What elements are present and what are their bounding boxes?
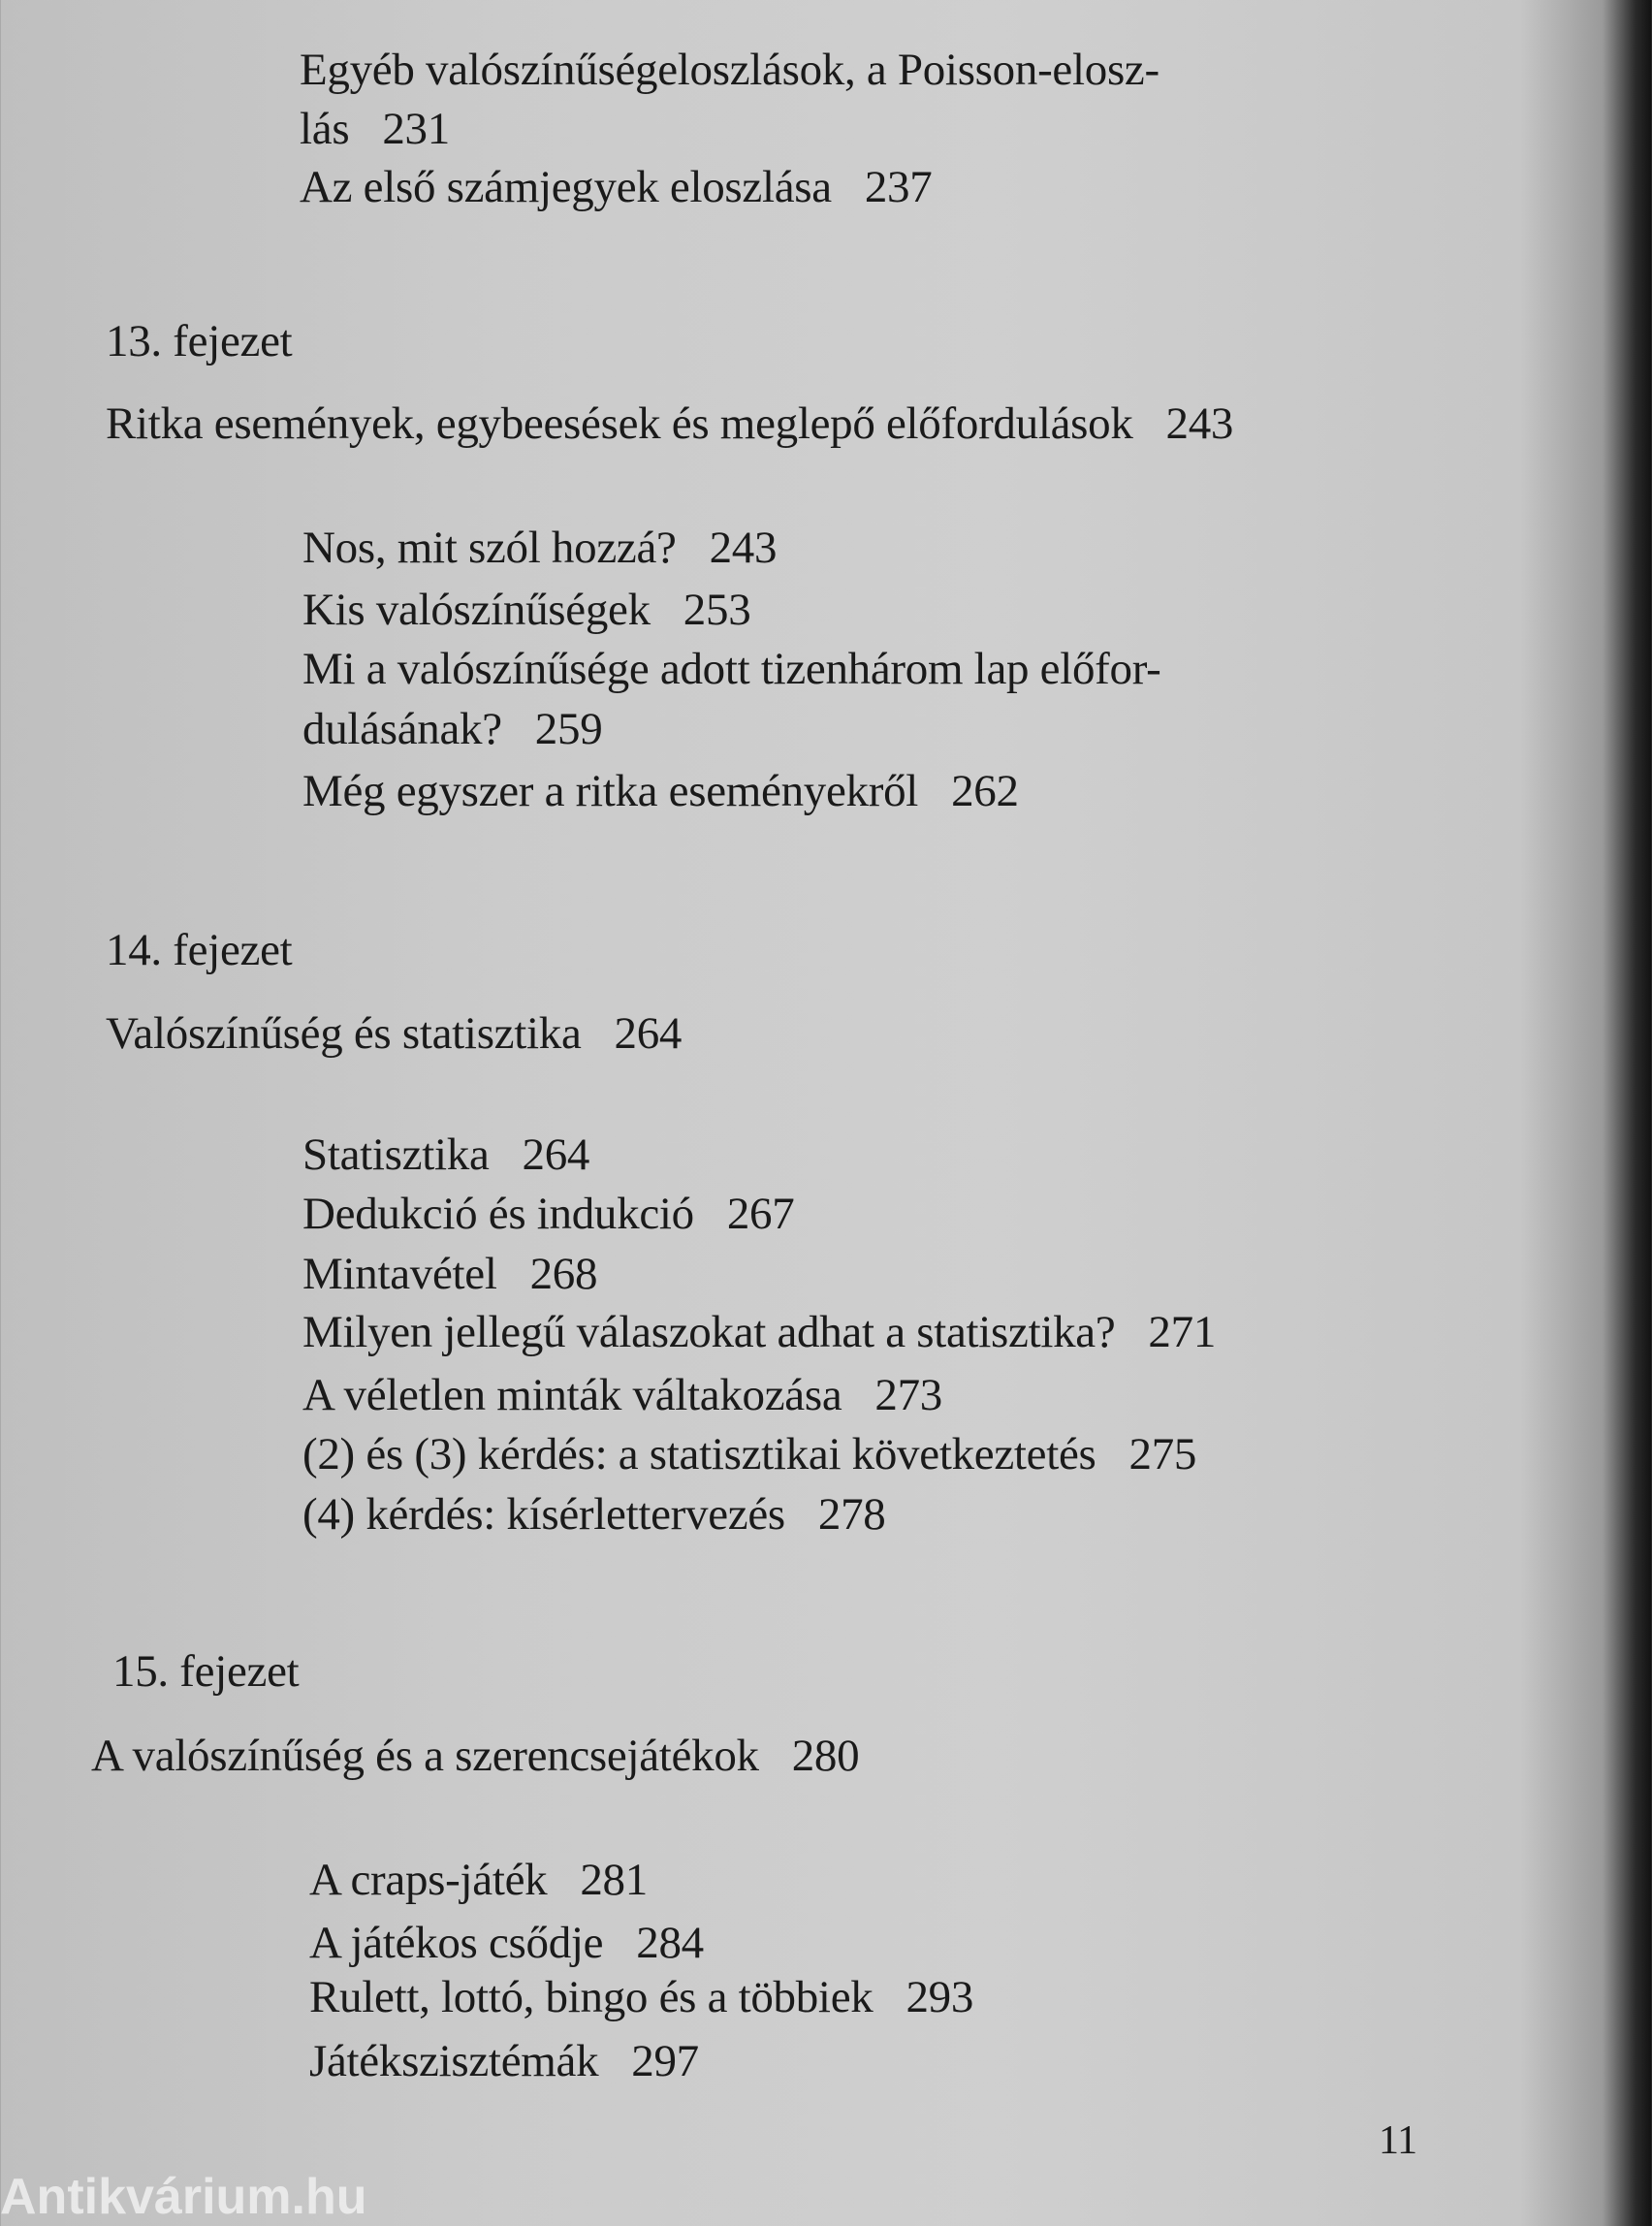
watermark: Antikvárium.hu <box>0 2169 367 2225</box>
toc-entry <box>300 43 1160 97</box>
entry-title: A véletlen minták váltakozása <box>302 1370 842 1420</box>
entry-page: 237 <box>864 162 933 212</box>
entry-title: A játékos csődje <box>309 1918 604 1968</box>
chapter-page: 280 <box>791 1731 860 1781</box>
entry-title: Egyéb valószínűségeloszlások, a Poisson-elosz- <box>300 45 1160 95</box>
entry-page: 253 <box>683 585 751 635</box>
entry-page: 259 <box>534 704 603 754</box>
toc-entry <box>300 160 932 214</box>
entry-page: 243 <box>709 523 778 573</box>
chapter-title-text: Valószínűség és statisztika <box>106 1008 582 1059</box>
chapter-title-text: Ritka események, egybeesések és meglepő előfordulások <box>106 398 1133 449</box>
toc-entry <box>302 642 1161 696</box>
chapter-title <box>106 397 1233 451</box>
entry-page: 271 <box>1148 1307 1217 1357</box>
entry-title: (4) kérdés: kísérlettervezés <box>302 1489 785 1540</box>
entry-title: Milyen jellegű válaszokat adhat a statisztika? <box>302 1307 1116 1357</box>
toc-entry <box>302 521 777 575</box>
entry-title: Dedukció és indukció <box>302 1189 694 1239</box>
entry-title: Statisztika <box>302 1129 490 1180</box>
entry-title: Még egyszer a ritka eseményekről <box>302 766 919 816</box>
entry-page: 297 <box>631 2036 699 2086</box>
chapter-page: 264 <box>614 1008 683 1059</box>
toc-entry <box>302 1305 1216 1359</box>
chapter-label: 14. fejezet <box>106 925 293 975</box>
toc-entry <box>302 1247 597 1301</box>
entry-title: Az első számjegyek eloszlása <box>300 162 832 212</box>
toc-entry <box>302 583 750 637</box>
page-number: 11 <box>1379 2118 1417 2163</box>
entry-page: 293 <box>905 1972 974 2022</box>
chapter-title-text: A valószínűség és a szerencsejátékok <box>91 1731 759 1781</box>
entry-title: dulásának? <box>302 704 502 754</box>
toc-entry <box>302 1368 942 1422</box>
entry-title: Mintavétel <box>302 1249 497 1299</box>
toc-entry <box>302 1487 886 1542</box>
toc-entry-cont <box>302 702 602 756</box>
chapter-label: 13. fejezet <box>106 316 293 366</box>
toc-entry-cont <box>300 102 450 156</box>
entry-page: 284 <box>636 1918 704 1968</box>
entry-page: 262 <box>951 766 1019 816</box>
toc-entry <box>302 1427 1196 1481</box>
toc-entry <box>302 1128 589 1182</box>
entry-title: Játékszisztémák <box>309 2036 599 2086</box>
entry-title: lás <box>300 104 350 154</box>
entry-page: 278 <box>817 1489 886 1540</box>
entry-page: 231 <box>382 104 450 154</box>
entry-title: Kis valószínűségek <box>302 585 651 635</box>
entry-title: Rulett, lottó, bingo és a többiek <box>309 1972 874 2022</box>
toc-entry <box>309 2034 699 2088</box>
entry-title: Mi a valószínűsége adott tizenhárom lap előfor- <box>302 644 1161 694</box>
entry-page: 268 <box>529 1249 598 1299</box>
entry-page: 264 <box>522 1129 590 1180</box>
toc-entry <box>309 1970 973 2024</box>
entry-page: 273 <box>874 1370 943 1420</box>
entry-title: A craps-játék <box>309 1855 548 1905</box>
chapter-label: 15. fejezet <box>112 1646 300 1697</box>
toc-entry <box>302 1187 794 1241</box>
entry-page: 275 <box>1128 1429 1197 1479</box>
toc-entry <box>309 1916 704 1970</box>
chapter-page: 243 <box>1165 398 1234 449</box>
entry-page: 281 <box>580 1855 648 1905</box>
entry-title: (2) és (3) kérdés: a statisztikai következtetés <box>302 1429 1096 1479</box>
entry-page: 267 <box>726 1189 795 1239</box>
entry-title: Nos, mit szól hozzá? <box>302 523 677 573</box>
chapter-title <box>106 1006 682 1061</box>
toc-entry <box>302 764 1019 818</box>
chapter-title <box>91 1729 859 1783</box>
toc-entry <box>309 1853 648 1907</box>
